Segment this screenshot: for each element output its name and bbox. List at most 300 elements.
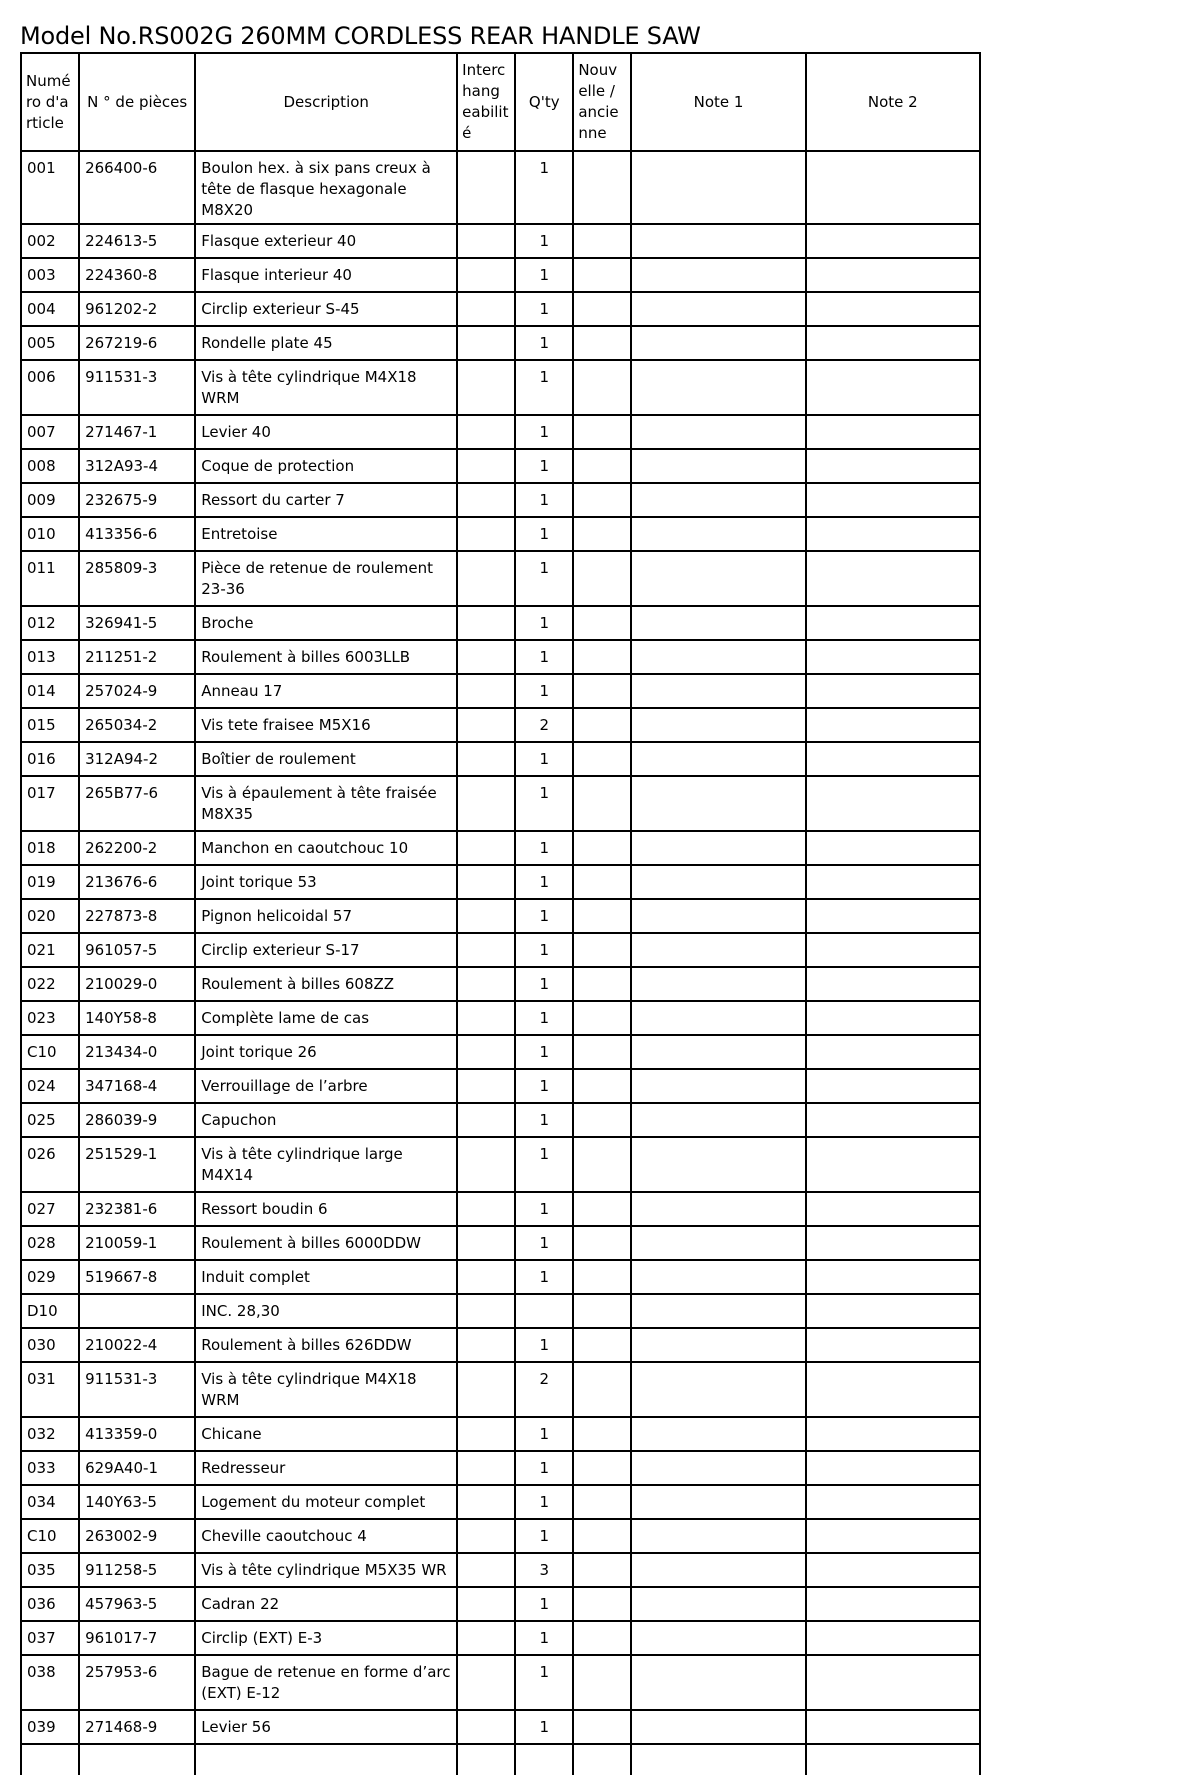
part-number-cell: 413356-6 [79, 517, 195, 551]
part-number-cell: 224360-8 [79, 258, 195, 292]
description-cell: Circlip exterieur S-45 [195, 292, 457, 326]
new-old-cell [573, 967, 631, 1001]
note-2-cell [806, 449, 980, 483]
note-1-cell [631, 899, 805, 933]
note-1-cell [631, 1328, 805, 1362]
table-row [21, 967, 980, 1001]
table-row [21, 899, 980, 933]
interchangeability-cell [457, 674, 515, 708]
item-number-cell: 022 [21, 967, 79, 1001]
quantity-cell: 1 [515, 1192, 573, 1226]
description-cell: Roulement à billes 6000DDW [195, 1226, 457, 1260]
new-old-cell [573, 360, 631, 415]
interchangeability-cell [457, 1192, 515, 1226]
note-1-cell [631, 742, 805, 776]
header-description: Description [195, 53, 457, 151]
note-2-cell [806, 708, 980, 742]
item-number-cell: 019 [21, 865, 79, 899]
table-row [21, 1103, 980, 1137]
table-row [21, 1519, 980, 1553]
new-old-cell [573, 1192, 631, 1226]
interchangeability-cell [457, 1451, 515, 1485]
description-cell: Flasque exterieur 40 [195, 224, 457, 258]
quantity-cell: 1 [515, 258, 573, 292]
note-2-cell [806, 1192, 980, 1226]
note-1-cell [631, 967, 805, 1001]
note-2-cell [806, 360, 980, 415]
item-number-cell: 030 [21, 1328, 79, 1362]
note-2-cell [806, 258, 980, 292]
note-1-cell [631, 865, 805, 899]
note-1-cell [631, 1710, 805, 1744]
interchangeability-cell [457, 1519, 515, 1553]
interchangeability-cell [457, 606, 515, 640]
item-number-cell: 035 [21, 1553, 79, 1587]
new-old-cell [573, 1069, 631, 1103]
quantity-cell: 1 [515, 640, 573, 674]
part-number-cell: 210059-1 [79, 1226, 195, 1260]
quantity-cell: 1 [515, 449, 573, 483]
table-row [21, 326, 980, 360]
note-1-cell [631, 674, 805, 708]
quantity-cell: 1 [515, 1001, 573, 1035]
quantity-cell: 1 [515, 1226, 573, 1260]
note-2-cell [806, 1294, 980, 1328]
table-row-continuation [21, 1744, 980, 1775]
new-old-cell [573, 1621, 631, 1655]
note-2-cell [806, 1485, 980, 1519]
new-old-cell [573, 1417, 631, 1451]
table-row [21, 483, 980, 517]
new-old-cell [573, 258, 631, 292]
interchangeability-cell [457, 415, 515, 449]
table-row [21, 1294, 980, 1328]
description-cell: Vis à tête cylindrique M4X18 WRM [195, 360, 457, 415]
note-2-cell [806, 551, 980, 606]
interchangeability-cell [457, 831, 515, 865]
note-2-cell [806, 674, 980, 708]
table-row [21, 1137, 980, 1192]
item-number-cell: 011 [21, 551, 79, 606]
description-cell: Boîtier de roulement [195, 742, 457, 776]
note-1-cell [631, 1035, 805, 1069]
description-cell: Chicane [195, 1417, 457, 1451]
note-1-cell [631, 1103, 805, 1137]
table-row [21, 1587, 980, 1621]
interchangeability-cell [457, 151, 515, 224]
table-row [21, 1621, 980, 1655]
quantity-cell: 1 [515, 967, 573, 1001]
note-1-cell [631, 151, 805, 224]
note-1-cell [631, 831, 805, 865]
part-number-cell: 251529-1 [79, 1137, 195, 1192]
part-number-cell: 267219-6 [79, 326, 195, 360]
note-2-cell [806, 1451, 980, 1485]
note-2-cell [806, 967, 980, 1001]
note-2-cell [806, 1001, 980, 1035]
item-number-cell: 028 [21, 1226, 79, 1260]
new-old-cell [573, 933, 631, 967]
description-cell: Vis tete fraisee M5X16 [195, 708, 457, 742]
item-number-cell: 006 [21, 360, 79, 415]
new-old-cell [573, 742, 631, 776]
quantity-cell: 1 [515, 831, 573, 865]
part-number-cell: 227873-8 [79, 899, 195, 933]
description-cell: Redresseur [195, 1451, 457, 1485]
note-2-cell [806, 1035, 980, 1069]
new-old-cell [573, 1587, 631, 1621]
note-1-cell [631, 1621, 805, 1655]
new-old-cell [573, 326, 631, 360]
item-number-cell: 014 [21, 674, 79, 708]
quantity-cell: 1 [515, 899, 573, 933]
quantity-cell: 1 [515, 415, 573, 449]
item-number-cell: C10 [21, 1035, 79, 1069]
description-cell: Rondelle plate 45 [195, 326, 457, 360]
interchangeability-cell [457, 1001, 515, 1035]
quantity-cell: 1 [515, 933, 573, 967]
new-old-cell [573, 483, 631, 517]
table-row [21, 551, 980, 606]
item-number-cell: 002 [21, 224, 79, 258]
new-old-cell [573, 551, 631, 606]
note-1-cell [631, 258, 805, 292]
part-number-cell: 265034-2 [79, 708, 195, 742]
description-cell: Joint torique 53 [195, 865, 457, 899]
table-row [21, 674, 980, 708]
new-old-cell [573, 1710, 631, 1744]
part-number-cell: 210029-0 [79, 967, 195, 1001]
part-number-cell: 911258-5 [79, 1553, 195, 1587]
quantity-cell: 1 [515, 674, 573, 708]
description-cell: Pignon helicoidal 57 [195, 899, 457, 933]
note-1-cell [631, 1260, 805, 1294]
quantity-cell: 1 [515, 292, 573, 326]
quantity-cell: 3 [515, 1553, 573, 1587]
note-1-cell [631, 1519, 805, 1553]
item-number-cell: 004 [21, 292, 79, 326]
note-2-cell [806, 224, 980, 258]
item-number-cell: 010 [21, 517, 79, 551]
note-2-cell [806, 1362, 980, 1417]
note-1-cell [631, 933, 805, 967]
interchangeability-cell [457, 449, 515, 483]
interchangeability-cell [457, 1621, 515, 1655]
quantity-cell: 1 [515, 360, 573, 415]
note-1-cell [631, 1137, 805, 1192]
new-old-cell [573, 151, 631, 224]
note-1-cell [631, 224, 805, 258]
table-row [21, 1328, 980, 1362]
quantity-cell: 1 [515, 551, 573, 606]
table-header-row [21, 53, 980, 151]
note-2-cell [806, 1137, 980, 1192]
new-old-cell [573, 606, 631, 640]
new-old-cell [573, 415, 631, 449]
note-1-cell [631, 606, 805, 640]
note-2-cell [806, 1553, 980, 1587]
item-number-cell: 009 [21, 483, 79, 517]
item-number-cell: 037 [21, 1621, 79, 1655]
description-cell: Pièce de retenue de roulement 23-36 [195, 551, 457, 606]
interchangeability-cell [457, 1260, 515, 1294]
part-number-cell: 266400-6 [79, 151, 195, 224]
description-cell: Bague de retenue en forme d’arc (EXT) E-12 [195, 1655, 457, 1710]
note-2-cell [806, 742, 980, 776]
part-number-cell: 519667-8 [79, 1260, 195, 1294]
header-item-number: Numé ro d'a rticle [21, 53, 79, 151]
note-1-cell [631, 551, 805, 606]
item-number-cell: 032 [21, 1417, 79, 1451]
note-1-cell [631, 1001, 805, 1035]
table-row [21, 1485, 980, 1519]
part-number-cell: 211251-2 [79, 640, 195, 674]
item-number-cell: 039 [21, 1710, 79, 1744]
new-old-cell [573, 1553, 631, 1587]
item-number-cell: C10 [21, 1519, 79, 1553]
header-interchangeability: Interc hang eabilit é [457, 53, 515, 151]
item-number-cell: 008 [21, 449, 79, 483]
part-number-cell: 312A93-4 [79, 449, 195, 483]
interchangeability-cell [457, 1362, 515, 1417]
description-cell: Vis à tête cylindrique M5X35 WR [195, 1553, 457, 1587]
note-2-cell [806, 776, 980, 831]
new-old-cell [573, 865, 631, 899]
quantity-cell: 1 [515, 1485, 573, 1519]
note-1-cell [631, 292, 805, 326]
note-2-cell [806, 517, 980, 551]
new-old-cell [573, 1035, 631, 1069]
note-2-cell [806, 933, 980, 967]
item-number-cell: 034 [21, 1485, 79, 1519]
item-number-cell: 021 [21, 933, 79, 967]
note-2-cell [806, 1226, 980, 1260]
table-row [21, 1035, 980, 1069]
parts-table [20, 52, 981, 1775]
table-row [21, 831, 980, 865]
description-cell: Coque de protection [195, 449, 457, 483]
quantity-cell: 1 [515, 326, 573, 360]
interchangeability-cell [457, 258, 515, 292]
interchangeability-cell [457, 967, 515, 1001]
new-old-cell [573, 1451, 631, 1485]
table-row [21, 1192, 980, 1226]
interchangeability-cell [457, 1069, 515, 1103]
table-row [21, 415, 980, 449]
table-row [21, 1451, 980, 1485]
note-1-cell [631, 1553, 805, 1587]
header-quantity: Q'ty [515, 53, 573, 151]
new-old-cell [573, 292, 631, 326]
table-row [21, 933, 980, 967]
quantity-cell: 1 [515, 517, 573, 551]
description-cell: Cadran 22 [195, 1587, 457, 1621]
item-number-cell: 001 [21, 151, 79, 224]
note-2-cell [806, 899, 980, 933]
part-number-cell: 285809-3 [79, 551, 195, 606]
item-number-cell: 031 [21, 1362, 79, 1417]
new-old-cell [573, 449, 631, 483]
quantity-cell: 1 [515, 1137, 573, 1192]
new-old-cell [573, 831, 631, 865]
description-cell: INC. 28,30 [195, 1294, 457, 1328]
empty-cell [515, 1744, 573, 1775]
part-number-cell: 265B77-6 [79, 776, 195, 831]
part-number-cell: 286039-9 [79, 1103, 195, 1137]
interchangeability-cell [457, 1710, 515, 1744]
interchangeability-cell [457, 708, 515, 742]
description-cell: Anneau 17 [195, 674, 457, 708]
interchangeability-cell [457, 292, 515, 326]
interchangeability-cell [457, 360, 515, 415]
note-1-cell [631, 640, 805, 674]
description-cell: Capuchon [195, 1103, 457, 1137]
note-1-cell [631, 1226, 805, 1260]
quantity-cell: 1 [515, 1103, 573, 1137]
interchangeability-cell [457, 1226, 515, 1260]
interchangeability-cell [457, 640, 515, 674]
item-number-cell: 029 [21, 1260, 79, 1294]
part-number-cell: 457963-5 [79, 1587, 195, 1621]
part-number-cell: 257953-6 [79, 1655, 195, 1710]
part-number-cell: 961057-5 [79, 933, 195, 967]
item-number-cell: D10 [21, 1294, 79, 1328]
note-1-cell [631, 1192, 805, 1226]
item-number-cell: 005 [21, 326, 79, 360]
table-row [21, 1069, 980, 1103]
part-number-cell: 263002-9 [79, 1519, 195, 1553]
new-old-cell [573, 1362, 631, 1417]
new-old-cell [573, 1485, 631, 1519]
new-old-cell [573, 708, 631, 742]
quantity-cell: 1 [515, 483, 573, 517]
new-old-cell [573, 1294, 631, 1328]
item-number-cell: 038 [21, 1655, 79, 1710]
description-cell: Boulon hex. à six pans creux à tête de flasque hexagonale M8X20 [195, 151, 457, 224]
note-2-cell [806, 1069, 980, 1103]
part-number-cell: 210022-4 [79, 1328, 195, 1362]
quantity-cell: 2 [515, 1362, 573, 1417]
quantity-cell: 2 [515, 708, 573, 742]
quantity-cell: 1 [515, 1655, 573, 1710]
table-row [21, 1553, 980, 1587]
description-cell: Ressort boudin 6 [195, 1192, 457, 1226]
note-2-cell [806, 1710, 980, 1744]
new-old-cell [573, 517, 631, 551]
note-2-cell [806, 151, 980, 224]
table-row [21, 1260, 980, 1294]
part-number-cell: 140Y58-8 [79, 1001, 195, 1035]
part-number-cell: 257024-9 [79, 674, 195, 708]
header-part-number: N ° de pièces [79, 53, 195, 151]
part-number-cell: 140Y63-5 [79, 1485, 195, 1519]
interchangeability-cell [457, 1417, 515, 1451]
item-number-cell: 024 [21, 1069, 79, 1103]
table-row [21, 606, 980, 640]
table-row [21, 708, 980, 742]
new-old-cell [573, 674, 631, 708]
item-number-cell: 036 [21, 1587, 79, 1621]
interchangeability-cell [457, 899, 515, 933]
quantity-cell: 1 [515, 224, 573, 258]
header-new-old: Nouv elle / ancie nne [573, 53, 631, 151]
note-2-cell [806, 415, 980, 449]
part-number-cell: 629A40-1 [79, 1451, 195, 1485]
note-1-cell [631, 1362, 805, 1417]
interchangeability-cell [457, 551, 515, 606]
quantity-cell [515, 1294, 573, 1328]
interchangeability-cell [457, 1328, 515, 1362]
interchangeability-cell [457, 1587, 515, 1621]
quantity-cell: 1 [515, 1710, 573, 1744]
quantity-cell: 1 [515, 865, 573, 899]
item-number-cell: 027 [21, 1192, 79, 1226]
note-2-cell [806, 326, 980, 360]
description-cell: Levier 40 [195, 415, 457, 449]
note-2-cell [806, 606, 980, 640]
description-cell: Verrouillage de l’arbre [195, 1069, 457, 1103]
note-1-cell [631, 1069, 805, 1103]
new-old-cell [573, 899, 631, 933]
new-old-cell [573, 1001, 631, 1035]
description-cell: Vis à tête cylindrique M4X18 WRM [195, 1362, 457, 1417]
note-2-cell [806, 1621, 980, 1655]
note-2-cell [806, 865, 980, 899]
description-cell: Vis à épaulement à tête fraisée M8X35 [195, 776, 457, 831]
table-row [21, 1001, 980, 1035]
new-old-cell [573, 776, 631, 831]
quantity-cell: 1 [515, 606, 573, 640]
interchangeability-cell [457, 776, 515, 831]
page-title: Model No.RS002G 260MM CORDLESS REAR HANDLE SAW [20, 22, 701, 50]
table-row [21, 449, 980, 483]
table-row [21, 258, 980, 292]
table-row [21, 640, 980, 674]
part-number-cell: 232675-9 [79, 483, 195, 517]
quantity-cell: 1 [515, 1328, 573, 1362]
description-cell: Induit complet [195, 1260, 457, 1294]
item-number-cell: 026 [21, 1137, 79, 1192]
item-number-cell: 012 [21, 606, 79, 640]
interchangeability-cell [457, 1103, 515, 1137]
table-row [21, 865, 980, 899]
interchangeability-cell [457, 224, 515, 258]
note-2-cell [806, 1417, 980, 1451]
quantity-cell: 1 [515, 1621, 573, 1655]
part-number-cell: 413359-0 [79, 1417, 195, 1451]
new-old-cell [573, 224, 631, 258]
note-2-cell [806, 640, 980, 674]
note-2-cell [806, 831, 980, 865]
table-row [21, 1417, 980, 1451]
item-number-cell: 013 [21, 640, 79, 674]
new-old-cell [573, 1260, 631, 1294]
description-cell: Flasque interieur 40 [195, 258, 457, 292]
description-cell: Levier 56 [195, 1710, 457, 1744]
interchangeability-cell [457, 1294, 515, 1328]
part-number-cell: 213676-6 [79, 865, 195, 899]
description-cell: Complète lame de cas [195, 1001, 457, 1035]
part-number-cell: 326941-5 [79, 606, 195, 640]
item-number-cell: 017 [21, 776, 79, 831]
interchangeability-cell [457, 742, 515, 776]
table-row [21, 776, 980, 831]
table-body [21, 151, 980, 1775]
description-cell: Roulement à billes 6003LLB [195, 640, 457, 674]
part-number-cell: 911531-3 [79, 360, 195, 415]
note-1-cell [631, 1451, 805, 1485]
empty-cell [79, 1744, 195, 1775]
